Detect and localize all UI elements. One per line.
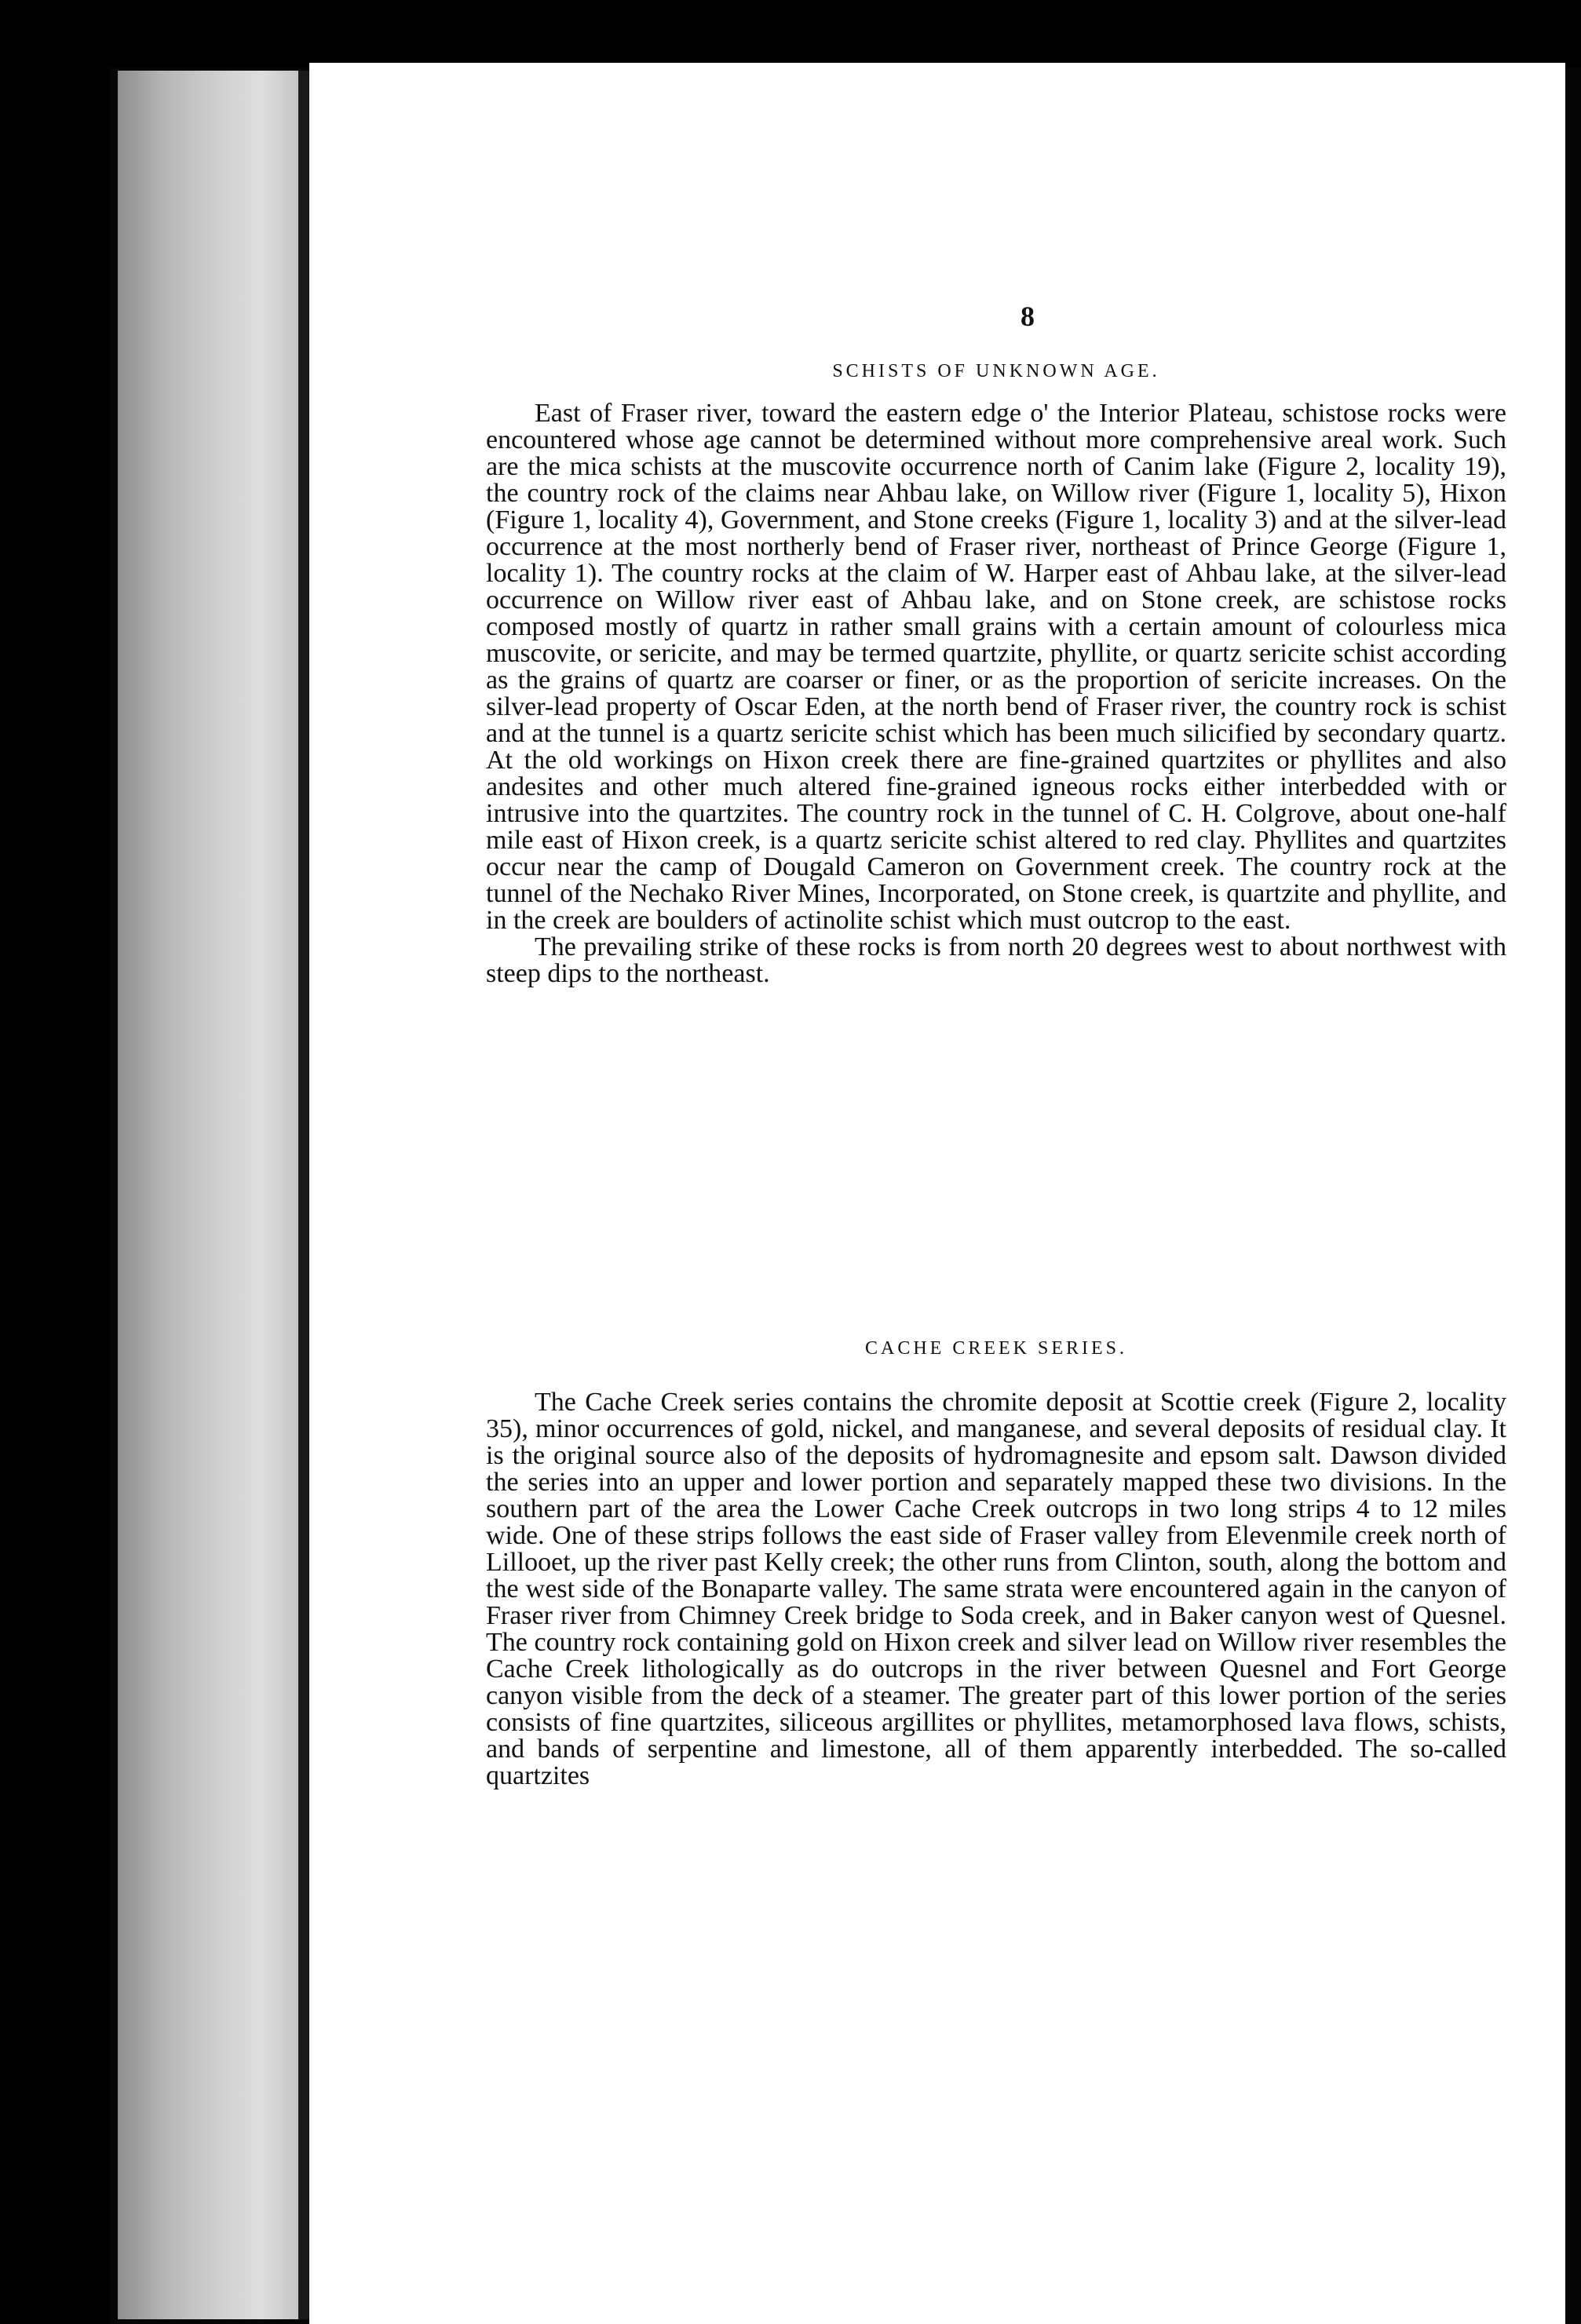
section-heading-schists: SCHISTS OF UNKNOWN AGE.: [832, 361, 1160, 381]
section-body-cache-creek: [486, 1389, 1506, 1790]
book-binding: [118, 71, 298, 2319]
section-body-schists: [486, 400, 1506, 987]
page-number: 8: [1021, 301, 1035, 332]
section-heading-cache-creek: CACHE CREEK SERIES.: [864, 1338, 1128, 1359]
binding-edge: [298, 71, 309, 2319]
document-page: [309, 63, 1565, 2324]
paragraph: The prevailing strike of these rocks is from north 20 degrees west to about northwest with steep dips to the northeast.: [486, 932, 1506, 988]
paragraph: East of Fraser river, toward the eastern edge o' the Interior Plateau, schistose rocks were encountered whose age cannot be determined without more comprehensive areal work. Such are the mica schists at the muscovite occurrence north of Canim lake (Figure 2, locality 19), the country rock of the claims near Ahbau lake, on Willow river (Figure 1, locality 5), Hixon (Figure 1, locality 4), Government, and Stone creeks (Figure 1, locality 3) and at the silver-lead occurrence at the most northerly bend of Fraser river, northeast of Prince George (Figure 1, locality 1). The country rocks at the claim of W. Harper east of Ahbau lake, at the silver-lead occurrence on Willow river east of Ahbau lake, and on Stone creek, are schistose rocks composed mostly of quartz in rather small grains with a certain amount of colourless mica muscovite, or sericite, and may be termed quartzite, phyllite, or quartz sericite schist according as the grains of quartz are coarser or finer, or as the proportion of sericite increases. On the silver-lead property of Oscar Eden, at the north bend of Fraser river, the country rock is schist and at the tunnel is a quartz sericite schist which has been much silicified by secondary quartz. At the old workings on Hixon creek there are fine-grained quartzites or phyllites and also andesites and other much altered fine-grained igneous rocks either interbedded with or intrusive into the quartzites. The country rock in the tunnel of C. H. Colgrove, about one-half mile east of Hixon creek, is a quartz sericite schist altered to red clay. Phyllites and quartzites occur near the camp of Dougald Cameron on Government creek. The country rock at the tunnel of the Nechako River Mines, Incorporated, on Stone creek, is quartzite and phyllite, and in the creek are boulders of actinolite schist which must outcrop to the east.: [486, 399, 1506, 935]
paragraph: The Cache Creek series contains the chromite deposit at Scottie creek (Figure 2, locality 35), minor occurrences of gold, nickel, and manganese, and several deposits of residual clay. It is the original source also of the deposits of hydromagnesite and epsom salt. Dawson divided the series into an upper and lower portion and separately mapped these two divisions. In the southern part of the area the Lower Cache Creek outcrops in two long strips 4 to 12 miles wide. One of these strips follows the east side of Fraser valley from Elevenmile creek north of Lillooet, up the river past Kelly creek; the other runs from Clinton, south, along the bottom and the west side of the Bonaparte valley. The same strata were encountered again in the canyon of Fraser river from Chimney Creek bridge to Soda creek, and in Baker canyon west of Quesnel. The country rock containing gold on Hixon creek and silver lead on Willow river resembles the Cache Creek lithologically as do outcrops in the river between Quesnel and Fort George canyon visible from the deck of a steamer. The greater part of this lower portion of the series consists of fine quartzites, siliceous argillites or phyllites, metamorphosed lava flows, schists, and bands of serpentine and limestone, all of them apparently interbedded. The so-called quartzites: [486, 1388, 1506, 1790]
